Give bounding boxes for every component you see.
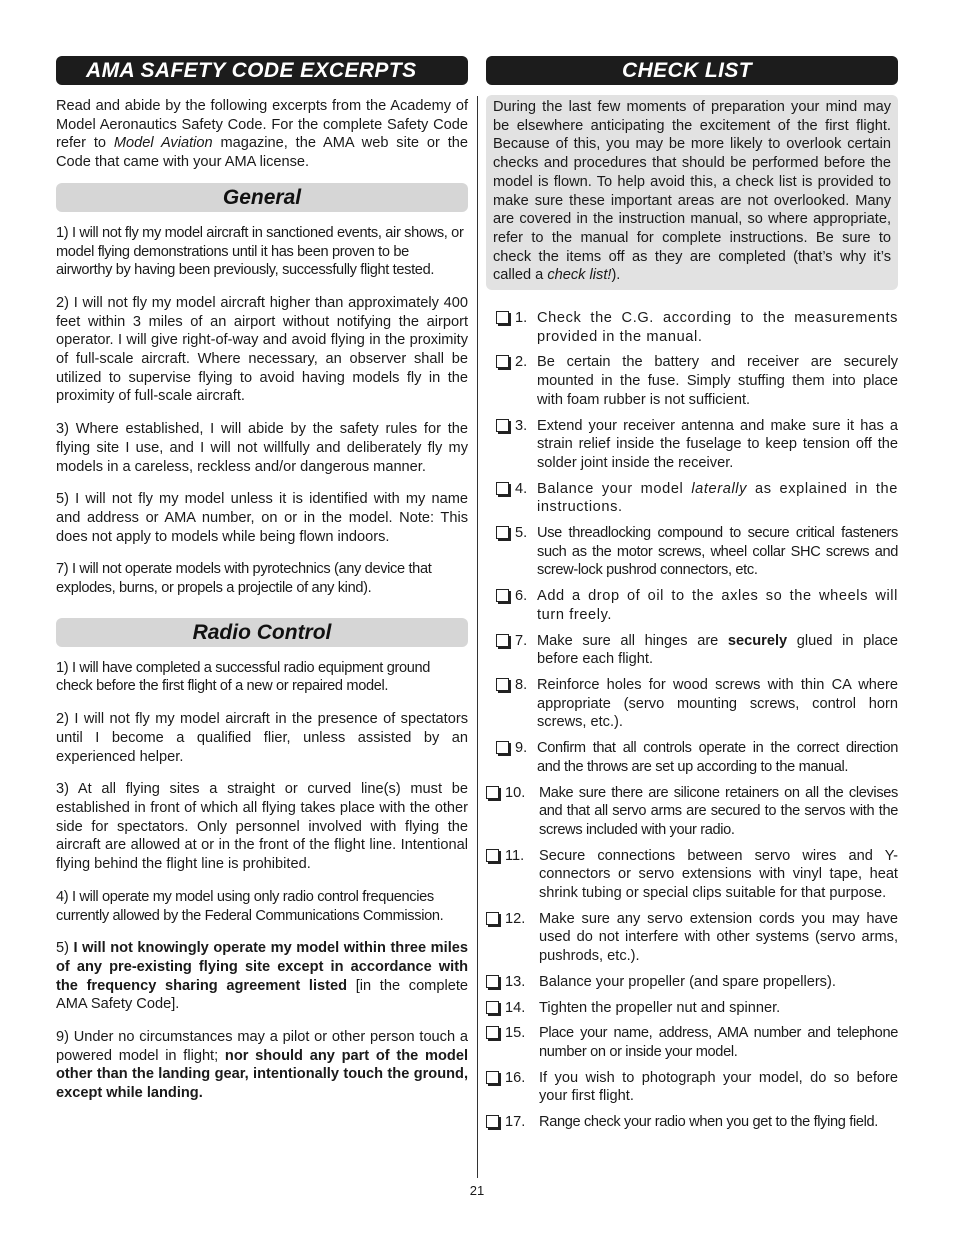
radio-rule-5-num: 5) bbox=[56, 940, 74, 957]
checkbox-icon[interactable] bbox=[486, 912, 499, 925]
check-item-number: 15. bbox=[505, 1025, 526, 1042]
check-item-text: Secure connections between servo wires and Y-connectors or servo extensions with vinyl tape, heat shrink tubing or special clips suitable for that purpose. bbox=[539, 847, 898, 902]
check-item-number: 1. bbox=[515, 310, 528, 327]
check-item-text: Make sure there are silicone retainers on all the clevises and that all servo arms are secured to the servos with the screws included with your radio. bbox=[539, 784, 898, 838]
radio-rule-9-text: 9) Under no circumstances may a pilot or other person touch a powered model in flight; bbox=[56, 1029, 468, 1064]
check-item-text: Range check your radio when you get to the flying field. bbox=[539, 1114, 878, 1131]
check-item-text: If you wish to photograph your model, do so before your first flight. bbox=[539, 1069, 898, 1105]
check-item-7-bold: securely bbox=[727, 632, 788, 649]
checkbox-icon[interactable] bbox=[496, 526, 509, 539]
checkbox-icon[interactable] bbox=[496, 678, 509, 691]
check-item-17 bbox=[486, 1113, 898, 1132]
check-item-number: 17. bbox=[505, 1114, 526, 1131]
check-item-text bbox=[537, 480, 898, 517]
ama-intro-magazine: Model Aviation bbox=[113, 135, 213, 152]
check-item-1 bbox=[486, 309, 898, 346]
check-list-intro-box bbox=[486, 95, 898, 290]
checkbox-icon[interactable] bbox=[486, 1026, 499, 1039]
check-item-14 bbox=[486, 999, 898, 1018]
checkbox-icon[interactable] bbox=[496, 419, 509, 432]
checkbox-icon[interactable] bbox=[496, 741, 509, 754]
general-rule-3: 3) Where established, I will abide by the safety rules for the flying site I use, and I will not willfully and deliberately fly my models in a careless, reckless and/or dangerous manner. bbox=[56, 421, 468, 475]
general-rule-1: 1) I will not fly my model aircraft in sanctioned events, air shows, or model flying demonstrations until it has been proven to be airworthy by having been previously, successfully flight tested. bbox=[56, 224, 464, 279]
check-item-text: Place your name, address, AMA number and telephone number on or inside your model. bbox=[539, 1025, 898, 1060]
check-item-number: 11. bbox=[505, 847, 525, 864]
radio-control-heading: Radio Control bbox=[56, 618, 468, 647]
check-item-11 bbox=[486, 847, 898, 903]
check-item-text: Reinforce holes for wood screws with thin CA where appropriate (servo mounting screws, control horn screws, etc.). bbox=[537, 676, 898, 731]
check-item-number: 4. bbox=[515, 480, 528, 497]
check-item-text: Extend your receiver antenna and make sure it has a strain relief inside the fuselage to keep tension off the solder joint inside the receiver. bbox=[537, 417, 898, 471]
check-list-title: CHECK LIST bbox=[486, 56, 898, 85]
check-item-text: Confirm that all controls operate in the correct direction and the throws are set up according to the manual. bbox=[537, 740, 898, 775]
check-item-number: 14. bbox=[505, 999, 526, 1016]
check-list-items bbox=[486, 309, 898, 1132]
check-item-4-text-b: as explained in the instructions. bbox=[537, 480, 898, 516]
check-item-4-text-a: Balance your model bbox=[537, 480, 692, 497]
checkbox-icon[interactable] bbox=[496, 589, 509, 602]
radio-rule-9-bold: nor should any part of the model other than the landing gear, intentionally touch the ground, except while landing. bbox=[56, 1047, 468, 1102]
check-item-16 bbox=[486, 1069, 898, 1106]
check-item-number: 3. bbox=[515, 417, 528, 434]
page-number: 21 bbox=[469, 1183, 485, 1198]
check-item-3 bbox=[486, 417, 898, 473]
general-heading: General bbox=[56, 183, 468, 212]
check-item-10 bbox=[486, 784, 898, 840]
check-item-15 bbox=[486, 1024, 898, 1061]
checkbox-icon[interactable] bbox=[486, 1071, 499, 1084]
check-item-number: 5. bbox=[515, 525, 528, 542]
check-item-number: 10. bbox=[505, 784, 526, 801]
checkbox-icon[interactable] bbox=[486, 786, 499, 799]
check-item-text: Add a drop of oil to the axles so the wheels will turn freely. bbox=[537, 588, 898, 623]
check-item-number: 16. bbox=[505, 1069, 526, 1086]
check-item-8 bbox=[486, 676, 898, 732]
radio-rule-2: 2) I will not fly my model aircraft in the presence of spectators until I become a qualified flier, unless assisted by an experienced helper. bbox=[56, 711, 468, 765]
general-rule-7: 7) I will not operate models with pyrotechnics (any device that explodes, burns, or propels a projectile of any kind). bbox=[56, 561, 432, 597]
check-item-number: 7. bbox=[515, 632, 528, 649]
checkbox-icon[interactable] bbox=[496, 355, 509, 368]
checkbox-icon[interactable] bbox=[496, 311, 509, 324]
checkbox-icon[interactable] bbox=[486, 975, 499, 988]
check-item-number: 9. bbox=[515, 740, 528, 757]
check-item-number: 8. bbox=[515, 676, 528, 693]
checkbox-icon[interactable] bbox=[496, 634, 509, 647]
check-item-5 bbox=[486, 524, 898, 580]
check-item-number: 6. bbox=[515, 588, 528, 605]
check-list-column bbox=[486, 56, 898, 1139]
check-item-number: 13. bbox=[505, 973, 526, 990]
radio-rule-3: 3) At all flying sites a straight or curved line(s) must be established in front of which all flying takes place with the other side for spectators. Only personnel involved with flying the aircraft are allowed at or in the front of the flight line. Intentional flying behind the flight line is prohibited. bbox=[56, 781, 468, 873]
check-item-text: Balance your propeller (and spare propellers). bbox=[539, 973, 836, 990]
radio-rule-9 bbox=[56, 1028, 468, 1103]
check-list-intro-text-a: During the last few moments of preparation your mind may be elsewhere anticipating the excitement of the first flight. Because of this, you may be more likely to overlook certain checks and procedures that should be performed before the model is flown. To help avoid this, a check list is provided to make sure these important areas are not overlooked. Many are covered in the instruction manual, so where appropriate, refer to the manual for complete instructions. Be sure to check the items off as they are completed (that’s why it’s called a bbox=[493, 99, 891, 284]
ama-safety-title: AMA SAFETY CODE EXCERPTS bbox=[56, 56, 468, 85]
check-item-number: 12. bbox=[505, 910, 526, 927]
check-item-text: Tighten the propeller nut and spinner. bbox=[539, 999, 781, 1016]
ama-safety-column bbox=[56, 56, 468, 1103]
checkbox-icon[interactable] bbox=[496, 482, 509, 495]
check-item-7 bbox=[486, 632, 898, 669]
check-item-6 bbox=[486, 587, 898, 624]
check-item-text: Make sure any servo extension cords you may have used do not interfere with other systems (servo arms, pushrods, etc.). bbox=[539, 910, 898, 965]
check-list-intro-em: check list! bbox=[547, 267, 612, 284]
checkbox-icon[interactable] bbox=[486, 849, 499, 862]
checkbox-icon[interactable] bbox=[486, 1001, 499, 1014]
ama-intro-text-b: magazine, the AMA web site or the Code that came with your AMA license. bbox=[56, 135, 468, 171]
check-item-7-text-b: glued in place before each flight. bbox=[537, 632, 898, 668]
radio-rule-5-bold: I will not knowingly operate my model within three miles of any pre-existing flying site except in accordance with the frequency sharing agreement listed bbox=[56, 940, 469, 994]
ama-intro-text-a: Read and abide by the following excerpts from the Academy of Model Aeronautics Safety Code. For the complete Safety Code refer to bbox=[56, 98, 468, 152]
general-rule-2: 2) I will not fly my model aircraft higher than approximately 400 feet within 3 miles of an airport without notifying the airport operator. I will give right-of-way and avoid flying in the proximity of full-scale aircraft. Where necessary, an observer shall be utilized to supervise flying to avoid having models fly in the proximity of full-scale aircraft. bbox=[56, 294, 468, 405]
radio-rule-1: 1) I will have completed a successful radio equipment ground check before the first flight of a new or repaired model. bbox=[56, 659, 431, 695]
column-divider bbox=[477, 96, 478, 1178]
radio-rule-4: 4) I will operate my model using only radio control frequencies currently allowed by the Federal Communications Commission. bbox=[56, 888, 444, 924]
check-item-text: Check the C.G. according to the measurements provided in the manual. bbox=[537, 310, 898, 345]
radio-rule-5 bbox=[56, 939, 468, 1014]
check-item-number: 2. bbox=[515, 354, 528, 371]
check-item-2 bbox=[486, 353, 898, 409]
check-item-9 bbox=[486, 739, 898, 776]
check-item-12 bbox=[486, 910, 898, 966]
check-item-4-em: laterally bbox=[691, 480, 748, 497]
check-list-intro-text-b: ). bbox=[611, 267, 621, 284]
check-item-text: Use threadlocking compound to secure critical fasteners such as the motor screws, wheel collar SHC screws and screw-lock pushrod connectors, etc. bbox=[537, 525, 898, 579]
check-item-4 bbox=[486, 480, 898, 517]
check-item-7-text-a: Make sure all hinges are bbox=[537, 632, 728, 649]
check-list-intro bbox=[493, 98, 891, 285]
radio-rule-5-rest: [in the complete AMA Safety Code]. bbox=[56, 977, 468, 1013]
check-item-13 bbox=[486, 973, 898, 992]
general-rule-5: 5) I will not fly my model unless it is identified with my name and address or AMA number, on or in the model. Note: This does not apply to models while being flown indoors. bbox=[56, 491, 468, 545]
ama-intro bbox=[56, 97, 468, 172]
check-item-text bbox=[537, 632, 898, 669]
check-item-text: Be certain the battery and receiver are securely mounted in the fuse. Simply stuffing them into place with foam rubber is not sufficient. bbox=[537, 354, 898, 408]
checkbox-icon[interactable] bbox=[486, 1115, 499, 1128]
